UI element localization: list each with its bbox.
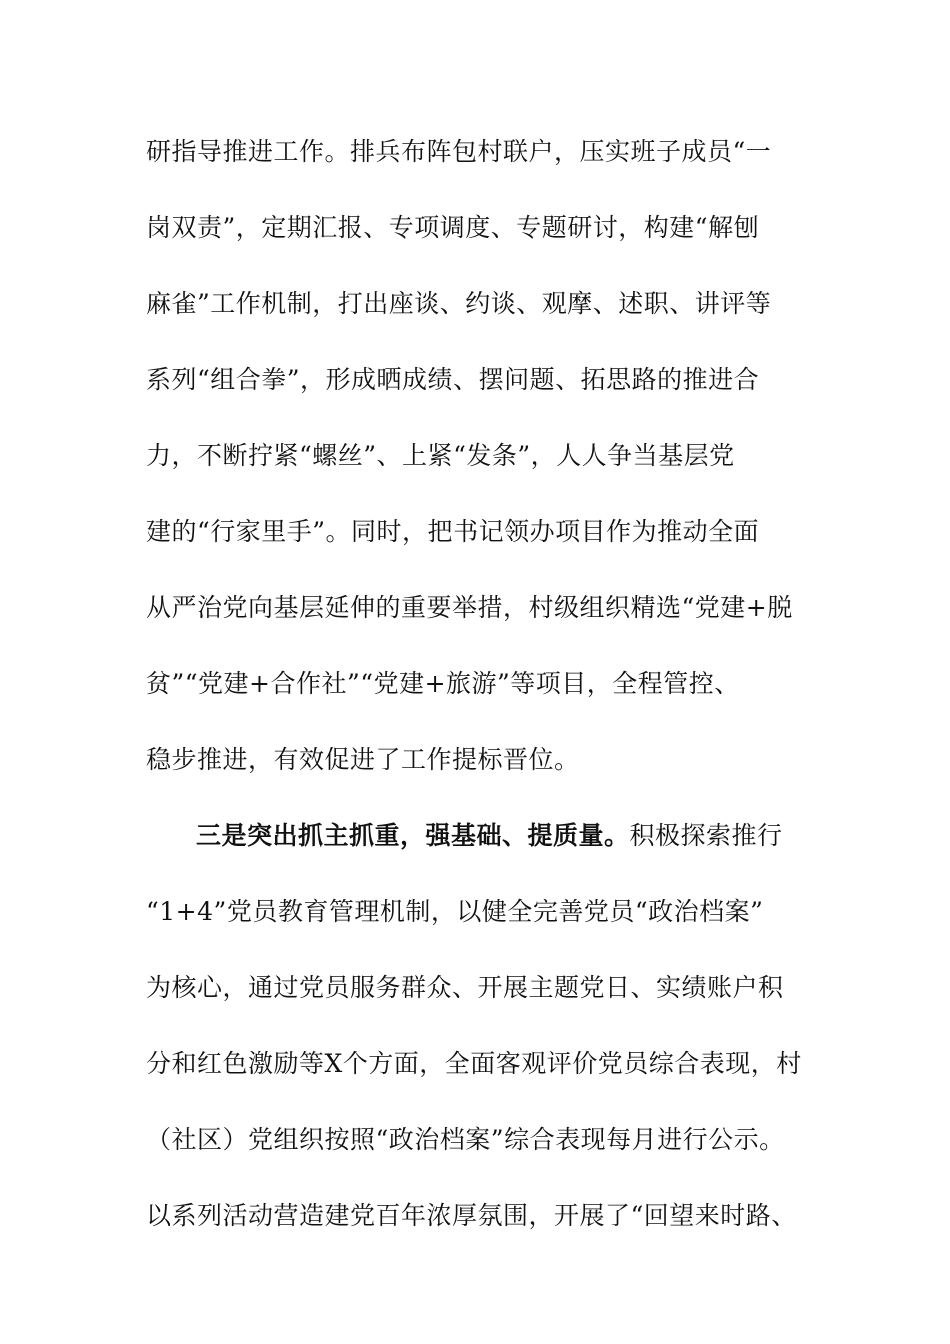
text-line: 稳步推进，有效促进了工作提标晋位。: [146, 745, 580, 774]
text-line: 力，不断拧紧“螺丝”、上紧“发条”，人人争当基层党: [146, 441, 735, 470]
document-body: [146, 126, 806, 1266]
text-line: 贫”“党建+合作社”“党建+旅游”等项目，全程管控、: [146, 669, 740, 698]
text-line: 系列“组合拳”，形成晒成绩、摆问题、拓思路的推进合: [146, 365, 760, 394]
text-line: 麻雀”工作机制，打出座谈、约谈、观摩、述职、讲评等: [146, 289, 772, 318]
text-line: 岗双责”，定期汇报、专项调度、专题研讨，构建“解刨: [146, 213, 760, 242]
paragraph-3-first-line: [146, 810, 806, 886]
text-line: 研指导推进工作。排兵布阵包村联户，压实班子成员“一: [146, 137, 772, 166]
text-line: 分和红色激励等X个方面，全面客观评价党员综合表现，村: [146, 1049, 802, 1078]
text-line: “1+4”党员教育管理机制，以健全完善党员“政治档案”: [146, 897, 764, 926]
text-span: 积极探索推行: [629, 821, 783, 850]
text-line: 从严治党向基层延伸的重要举措，村级组织精选“党建+脱: [146, 593, 793, 622]
text-line: 建的“行家里手”。同时，把书记领办项目作为推动全面: [146, 517, 760, 546]
paragraph-heading: 三是突出抓主抓重，强基础、提质量。: [196, 821, 630, 850]
text-line: 为核心，通过党员服务群众、开展主题党日、实绩账户积: [146, 973, 784, 1002]
text-line: （社区）党组织按照“政治档案”综合表现每月进行公示。: [146, 1125, 785, 1154]
text-line: 以系列活动营造建党百年浓厚氛围，开展了“回望来时路、: [146, 1201, 797, 1230]
